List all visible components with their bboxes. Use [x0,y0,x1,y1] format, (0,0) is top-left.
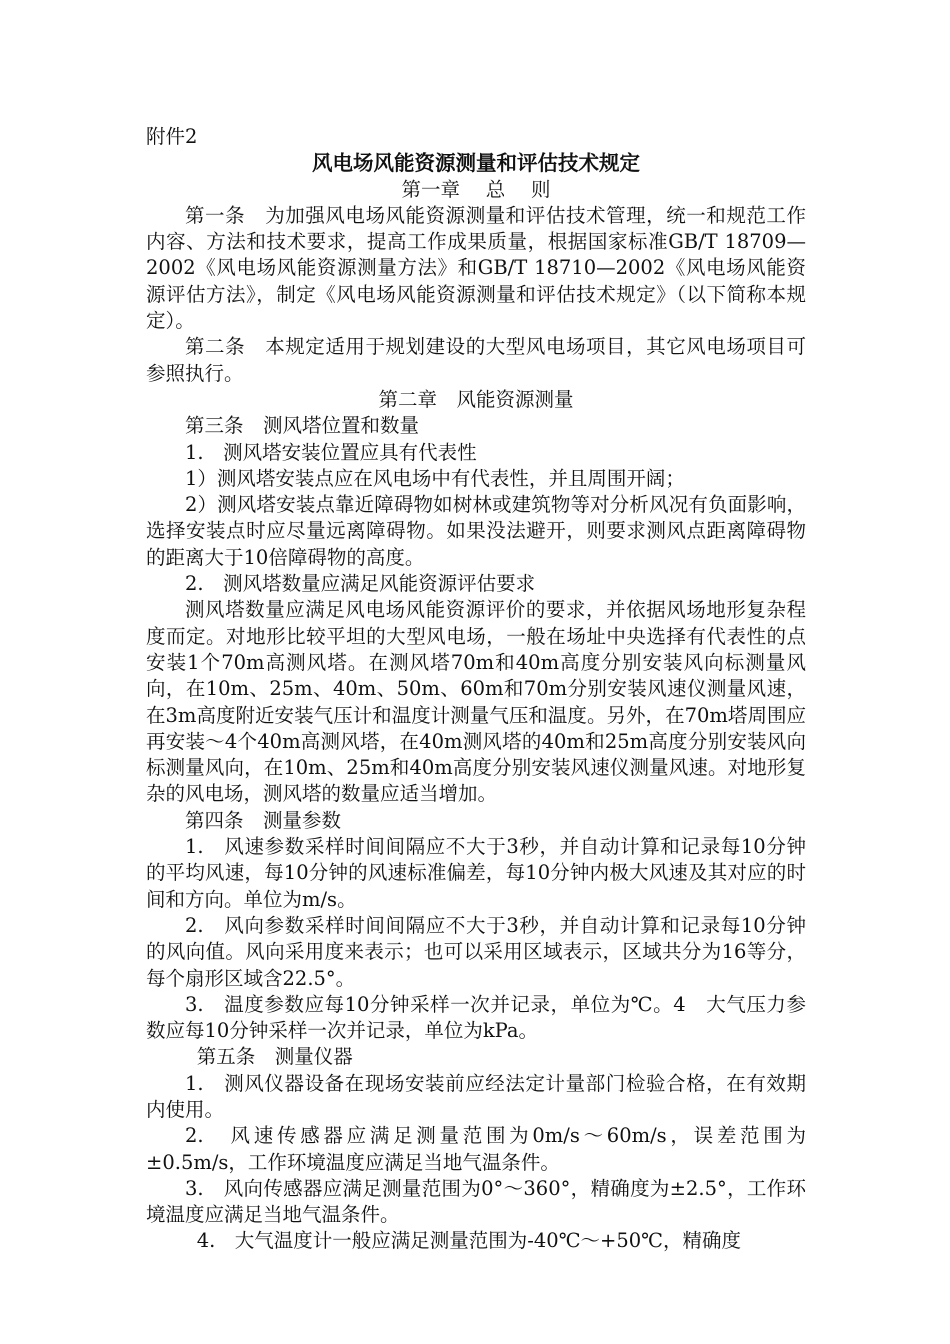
article-3-item-2: 2. 测风塔数量应满足风能资源评估要求 [185,572,536,596]
article-3-item-2-text: 测风塔数量应满足风电场风能资源评价的要求，并依据风场地形复杂程度而定。对地形比较平坦的大型风电场，一般在场址中央选择有代表性的点安装1个70m高测风塔。在测风塔70m和40m高度分别安装风向标测量风向，在10m、25m、40m、50m、60m和70m分别安装风速仪测量风速，在3m高度附近安装气压计和温度计测量气压和温度。另外，在70m塔周围应再安装～4个40m高测风塔，在40m测风塔的40m和25m高度分别安装风向标测量风向，在10m、25m和40m高度分别安装风速仪测量风速。对地形复杂的风电场，测风塔的数量应适当增加。 [146,598,806,806]
document-page [146,124,806,1255]
document-title: 风电场风能资源测量和评估技术规定 [312,151,640,176]
attachment-label: 附件2 [146,125,198,148]
article-5-item-1: 1. 测风仪器设备在现场安装前应经法定计量部门检验合格，在有效期内使用。 [146,1071,806,1121]
article-5-heading: 第五条 测量仪器 [196,1045,353,1069]
article-4-item-2: 2. 风向参数采样时间间隔应不大于3秒，并自动计算和记录每10分钟的风向值。风向采用度来表示；也可以采用区域表示，区域共分为16等分，每个扇形区域含22.5°。 [146,913,806,990]
chapter-1-heading: 第一章 总 则 [401,177,551,201]
article-5-item-2: 2. 风速传感器应满足测量范围为0m/s～60m/s，误差范围为±0.5m/s，工作环境温度应满足当地气温条件。 [146,1124,806,1174]
article-1: 第一条 为加强风电场风能资源测量和评估技术管理，统一和规范工作内容、方法和技术要求，提高工作成果质量，根据国家标准GB/T 18709—2002《风电场风能资源测量方法》和GB/T 18710—2002《风电场风能资源评估方法》，制定《风电场风能资源测量和评估技术规定》（以下简称本规定）。 [146,203,806,333]
article-2: 第二条 本规定适用于规划建设的大型风电场项目，其它风电场项目可参照执行。 [146,335,806,385]
article-3-item-1-sub-2: 2）测风塔安装点靠近障碍物如树林或建筑物等对分析风况有负面影响，选择安装点时应尽量远离障碍物。如果没法避开，则要求测风点距离障碍物的距离大于10倍障碍物的高度。 [146,493,806,569]
chapter-2-heading: 第二章 风能资源测量 [378,387,574,411]
article-3-heading: 第三条 测风塔位置和数量 [185,414,420,438]
article-5-item-4: 4. 大气温度计一般应满足测量范围为-40℃～+50℃，精确度 [196,1229,741,1253]
article-5-item-3: 3. 风向传感器应满足测量范围为0°～360°，精确度为±2.5°，工作环境温度应满足当地气温条件。 [146,1176,806,1227]
article-4-heading: 第四条 测量参数 [185,808,342,832]
article-3-item-1: 1. 测风塔安装位置应具有代表性 [185,440,477,464]
article-4-item-1: 1. 风速参数采样时间间隔应不大于3秒，并自动计算和记录每10分钟的平均风速，每10分钟的风速标准偏差，每10分钟内极大风速及其对应的时间和方向。单位为m/s。 [146,835,806,911]
article-4-item-3: 3. 温度参数应每10分钟采样一次并记录，单位为℃。4 大气压力参数应每10分钟采样一次并记录，单位为kPa。 [146,992,806,1043]
article-3-item-1-sub-1: 1）测风塔安装点应在风电场中有代表性，并且周围开阔； [185,466,685,490]
